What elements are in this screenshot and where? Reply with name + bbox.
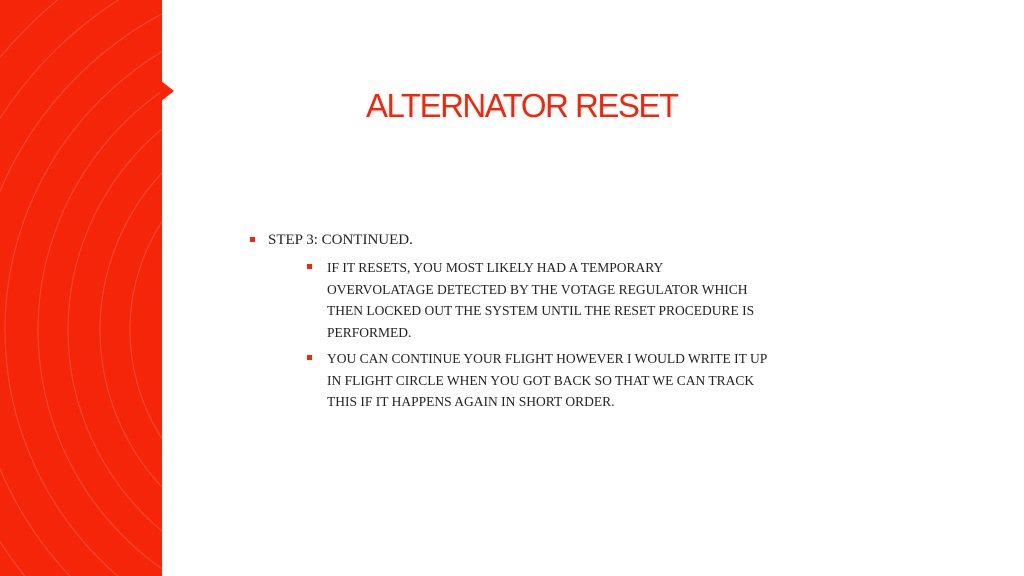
sub-bullet-text: IF IT RESETS, YOU MOST LIKELY HAD A TEMPORARY OVERVOLATAGE DETECTED BY THE VOTAGE REGULATOR WHICH THEN LOCKED OUT THE SYSTEM UNTIL THE RESET PROCEDURE IS PERFORMED.: [327, 260, 755, 340]
square-bullet-icon: [307, 264, 312, 269]
square-bullet-icon: [250, 237, 255, 242]
sub-bullet-item: [307, 257, 767, 343]
decorative-side-panel: [0, 0, 162, 576]
bullet-list: [250, 230, 770, 418]
slide-title: ALTERNATOR RESET: [366, 87, 678, 124]
bullet-item: [250, 230, 770, 251]
sub-bullet-text: YOU CAN CONTINUE YOUR FLIGHT HOWEVER I WOULD WRITE IT UP IN FLIGHT CIRCLE WHEN YOU GOT BACK SO THAT WE CAN TRACK THIS IF IT HAPPENS AGAIN IN SHORT ORDER.: [327, 351, 767, 409]
bullet-text: STEP 3: CONTINUED.: [268, 232, 413, 248]
square-bullet-icon: [307, 355, 312, 360]
decorative-arcs: [0, 0, 162, 576]
panel-notch: [160, 80, 174, 102]
sub-bullet-item: [307, 348, 767, 413]
